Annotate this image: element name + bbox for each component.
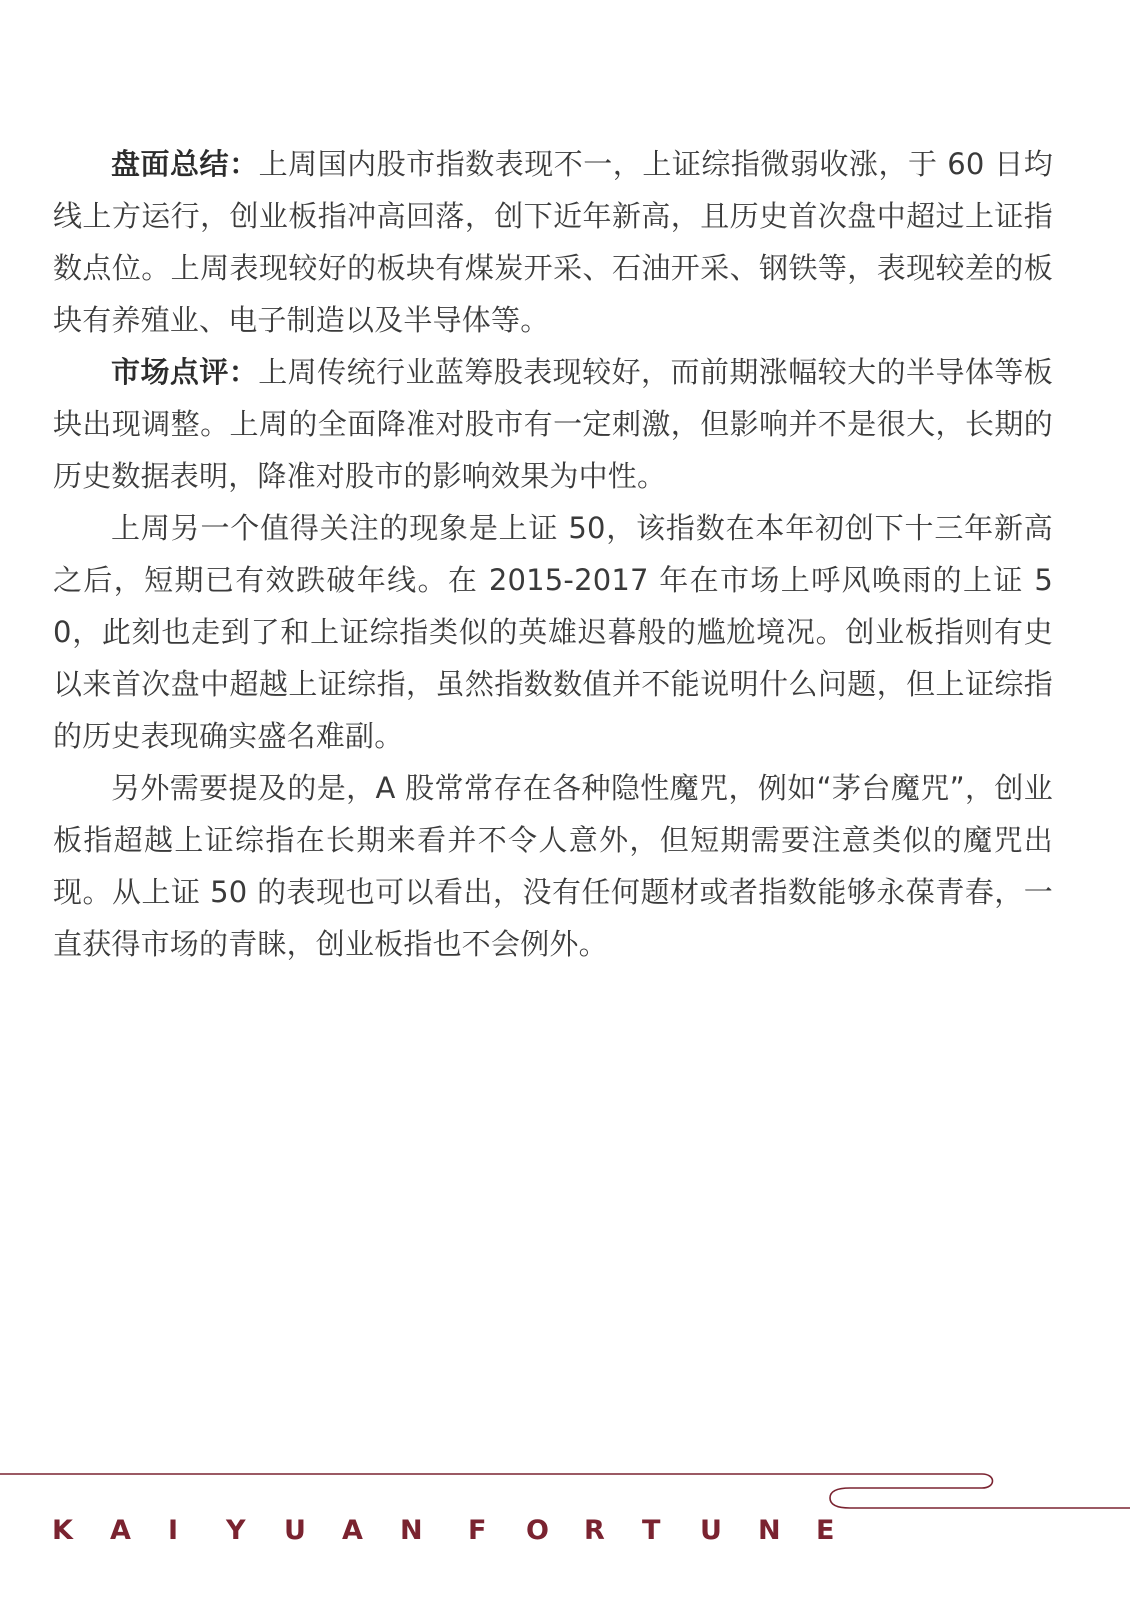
brand-letter: F — [468, 1514, 487, 1546]
brand-letter: T — [642, 1514, 661, 1546]
brand-letter: A — [342, 1514, 363, 1546]
paragraph-text: 上周传统行业蓝筹股表现较好，而前期涨幅较大的半导体等板块出现调整。上周的全面降准对股市有一定刺激，但影响并不是很大，长期的历史数据表明，降准对股市的影响效果为中性。 — [53, 355, 1053, 493]
paragraph-text: 上周国内股市指数表现不一，上证综指微弱收涨，于 60 日均线上方运行，创业板指冲高回落，创下近年新高，且历史首次盘中超过上证指数点位。上周表现较好的板块有煤炭开采、石油开采、钢铁等，表现较差的板块有养殖业、电子制造以及半导体等。 — [53, 147, 1053, 337]
paragraph-lead: 市场点评： — [111, 355, 259, 389]
brand-letter: Y — [226, 1514, 246, 1546]
brand-letter: R — [584, 1514, 605, 1546]
brand-letter: U — [284, 1514, 306, 1546]
brand-letter: N — [758, 1514, 781, 1546]
brand-letter: A — [110, 1514, 131, 1546]
paragraph-text: 上周另一个值得关注的现象是上证 50，该指数在本年初创下十三年新高之后，短期已有效跌破年线。在 2015-2017 年在市场上呼风唤雨的上证 50，此刻也走到了和上证综指类似的英雄迟暮般的尴尬境况。创业板指则有史以来首次盘中超越上证综指，虽然指数数值并不能说明什么问题，但上证综指的历史表现确实盛名难副。 — [53, 511, 1053, 753]
article-body — [53, 138, 1053, 970]
paragraph-market-summary — [53, 138, 1053, 346]
paragraph-text: 另外需要提及的是，A 股常常存在各种隐性魔咒，例如“茅台魔咒”，创业板指超越上证综指在长期来看并不令人意外，但短期需要注意类似的魔咒出现。从上证 50 的表现也可以看出，没有任何题材或者指数能够永葆青春，一直获得市场的青睐，创业板指也不会例外。 — [53, 771, 1053, 961]
brand-letter: U — [700, 1514, 722, 1546]
brand-wordmark — [52, 1512, 874, 1548]
paragraph-sse50 — [53, 502, 1053, 762]
brand-letter: K — [52, 1514, 73, 1546]
paragraph-market-review — [53, 346, 1053, 502]
paragraph-lead: 盘面总结： — [111, 147, 259, 181]
brand-letter: I — [168, 1514, 179, 1546]
brand-letter: E — [816, 1514, 835, 1546]
paragraph-curse — [53, 762, 1053, 970]
brand-letter: N — [400, 1514, 423, 1546]
brand-letter: O — [526, 1514, 549, 1546]
